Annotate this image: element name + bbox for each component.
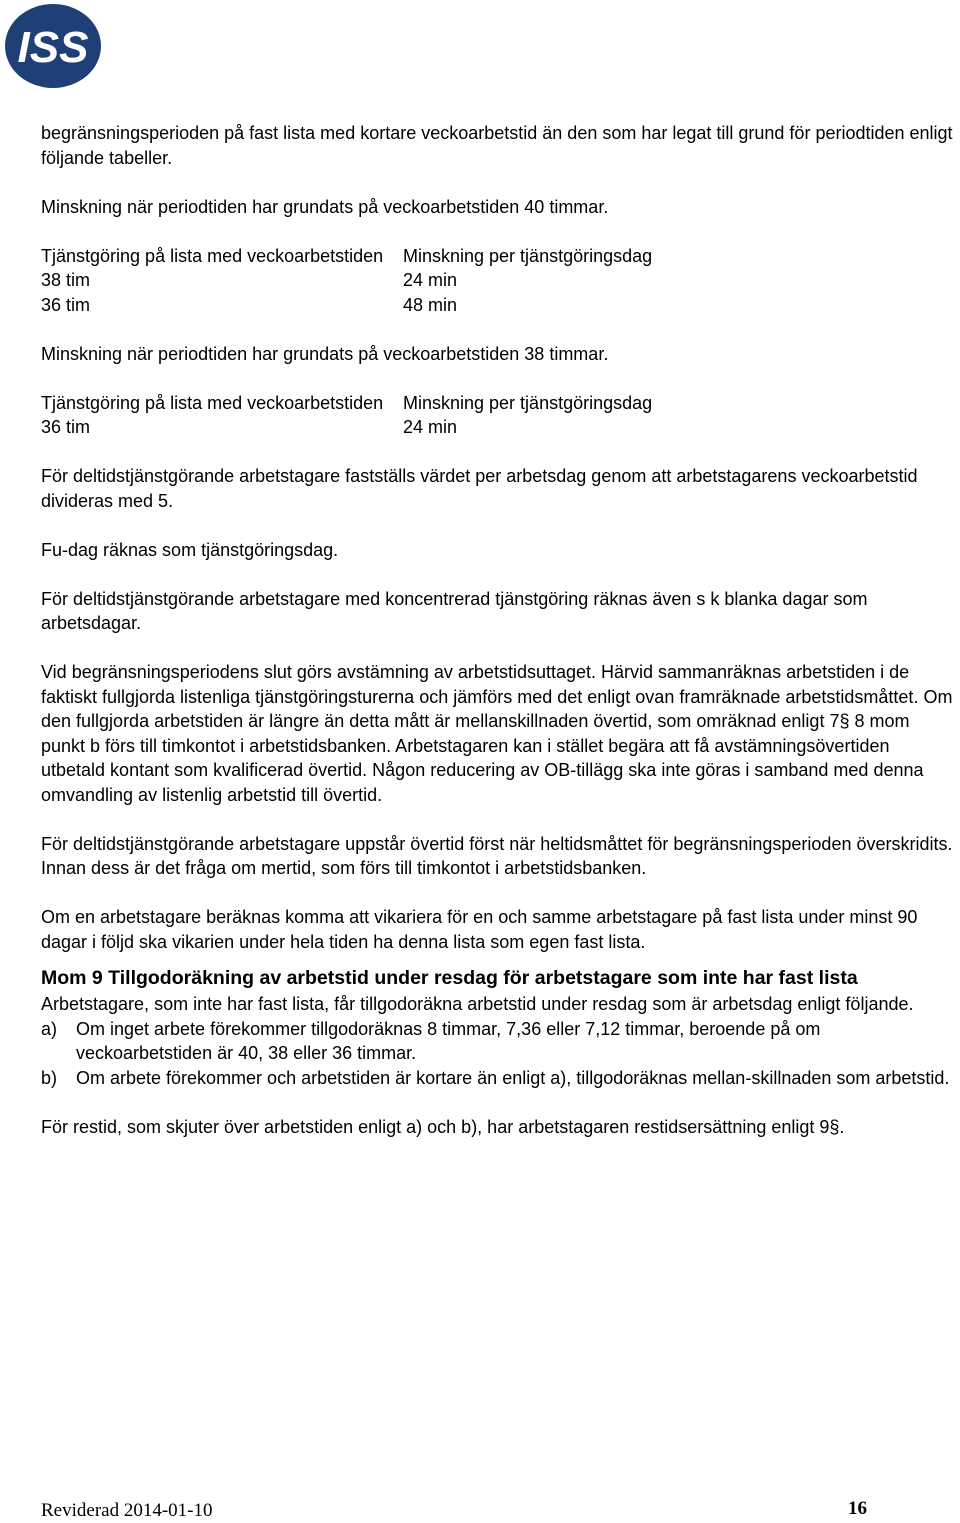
paragraph: Minskning när periodtiden har grundats på veckoarbetstiden 40 timmar. (41, 196, 609, 217)
document-body (41, 121, 956, 1164)
table-cell: 36 tim (41, 417, 91, 437)
paragraph: För restid, som skjuter över arbetstiden enligt a) och b), har arbetstagaren restidsersättning enligt 9§. (41, 1116, 845, 1137)
paragraph: begränsningsperioden på fast lista med kortare veckoarbetstid än den som har legat till grund för periodtiden enligt följande tabeller. (41, 123, 953, 168)
paragraph: För deltidstjänstgörande arbetstagare fastställs värdet per arbetsdag genom att arbetstagarens veckoarbetstid divideras med 5. (41, 466, 918, 511)
table-header-cell: Minskning per tjänstgöringsdag (403, 245, 653, 266)
iss-logo (4, 2, 102, 90)
table-cell: 24 min (403, 417, 458, 437)
list-marker: a) (41, 1018, 58, 1039)
table-header-cell: Tjänstgöring på lista med veckoarbetstiden (41, 245, 384, 266)
table-row (41, 268, 956, 293)
paragraph: Minskning när periodtiden har grundats på veckoarbetstiden 38 timmar. (41, 343, 609, 364)
reduction-table-40 (41, 244, 956, 318)
list-item-text: Om arbete förekommer och arbetstiden är kortare än enligt a), tillgodoräknas mellan-skillnaden som arbetstid. (76, 1067, 950, 1088)
paragraph: Om en arbetstagare beräknas komma att vikariera för en och samme arbetstagare på fast lista under minst 90 dagar i följd ska vikarien under hela tiden ha denna lista som egen fast lista. (41, 907, 918, 952)
table-cell: 36 tim (41, 294, 91, 315)
table-cell: 38 tim (41, 270, 91, 290)
section-heading: Mom 9 Tillgodoräkning av arbetstid under resdag för arbetstagare som inte har fast lista (41, 967, 858, 989)
paragraph: För deltidstjänstgörande arbetstagare med koncentrerad tjänstgöring räknas även s k blanka dagar som arbetsdagar. (41, 588, 868, 633)
table-header-cell: Tjänstgöring på lista med veckoarbetstiden (41, 392, 384, 413)
paragraph: Vid begränsningsperiodens slut görs avstämning av arbetstidsuttaget. Härvid sammanräknas arbetstiden i de faktiskt fullgjorda listenliga tjänstgöringsturerna och jämförs med det enligt ovan framräknade arbetstidsmåttet. Om den fullgjorda arbetstiden är längre än detta mått är mellanskillnaden övertid, som omräknad enligt 7§ 8 mom punkt b förs till timkontot i arbetstidsbanken. Arbetstagaren kan i stället begära att få avstämningsövertiden utbetald kontant som kvalificerad övertid. Någon reducering av OB-tillägg ska inte göras i samband med denna omvandling av listenlig arbetstid till övertid. (41, 662, 953, 805)
list-marker: b) (41, 1067, 58, 1088)
revision-date: Reviderad 2014-01-10 (41, 1500, 213, 1521)
list-item (41, 1066, 956, 1091)
table-cell: 48 min (403, 294, 458, 315)
list-item-text: Om inget arbete förekommer tillgodoräknas 8 timmar, 7,36 eller 7,12 timmar, beroende på om veckoarbetstiden är 40, 38 eller 36 timmar. (76, 1018, 821, 1063)
page-number: 16 (848, 1498, 867, 1519)
table-row (41, 415, 956, 440)
table-header-row (41, 391, 956, 416)
paragraph: För deltidstjänstgörande arbetstagare uppstår övertid först när heltidsmåttet för begränsningsperioden överskridits. Innan dess är det fråga om mertid, som förs till timkontot i arbetstidsbanken. (41, 833, 953, 878)
reduction-table-38 (41, 391, 956, 440)
table-header-row (41, 244, 956, 269)
table-row (41, 293, 956, 318)
paragraph: Fu-dag räknas som tjänstgöringsdag. (41, 539, 339, 560)
section-intro: Arbetstagare, som inte har fast lista, får tillgodoräkna arbetstid under resdag som är arbetsdag enligt följande. (41, 994, 914, 1014)
table-header-cell: Minskning per tjänstgöringsdag (403, 392, 653, 413)
list-item (41, 1017, 956, 1066)
table-cell: 24 min (403, 270, 458, 290)
logo-text: ISS (17, 23, 89, 72)
